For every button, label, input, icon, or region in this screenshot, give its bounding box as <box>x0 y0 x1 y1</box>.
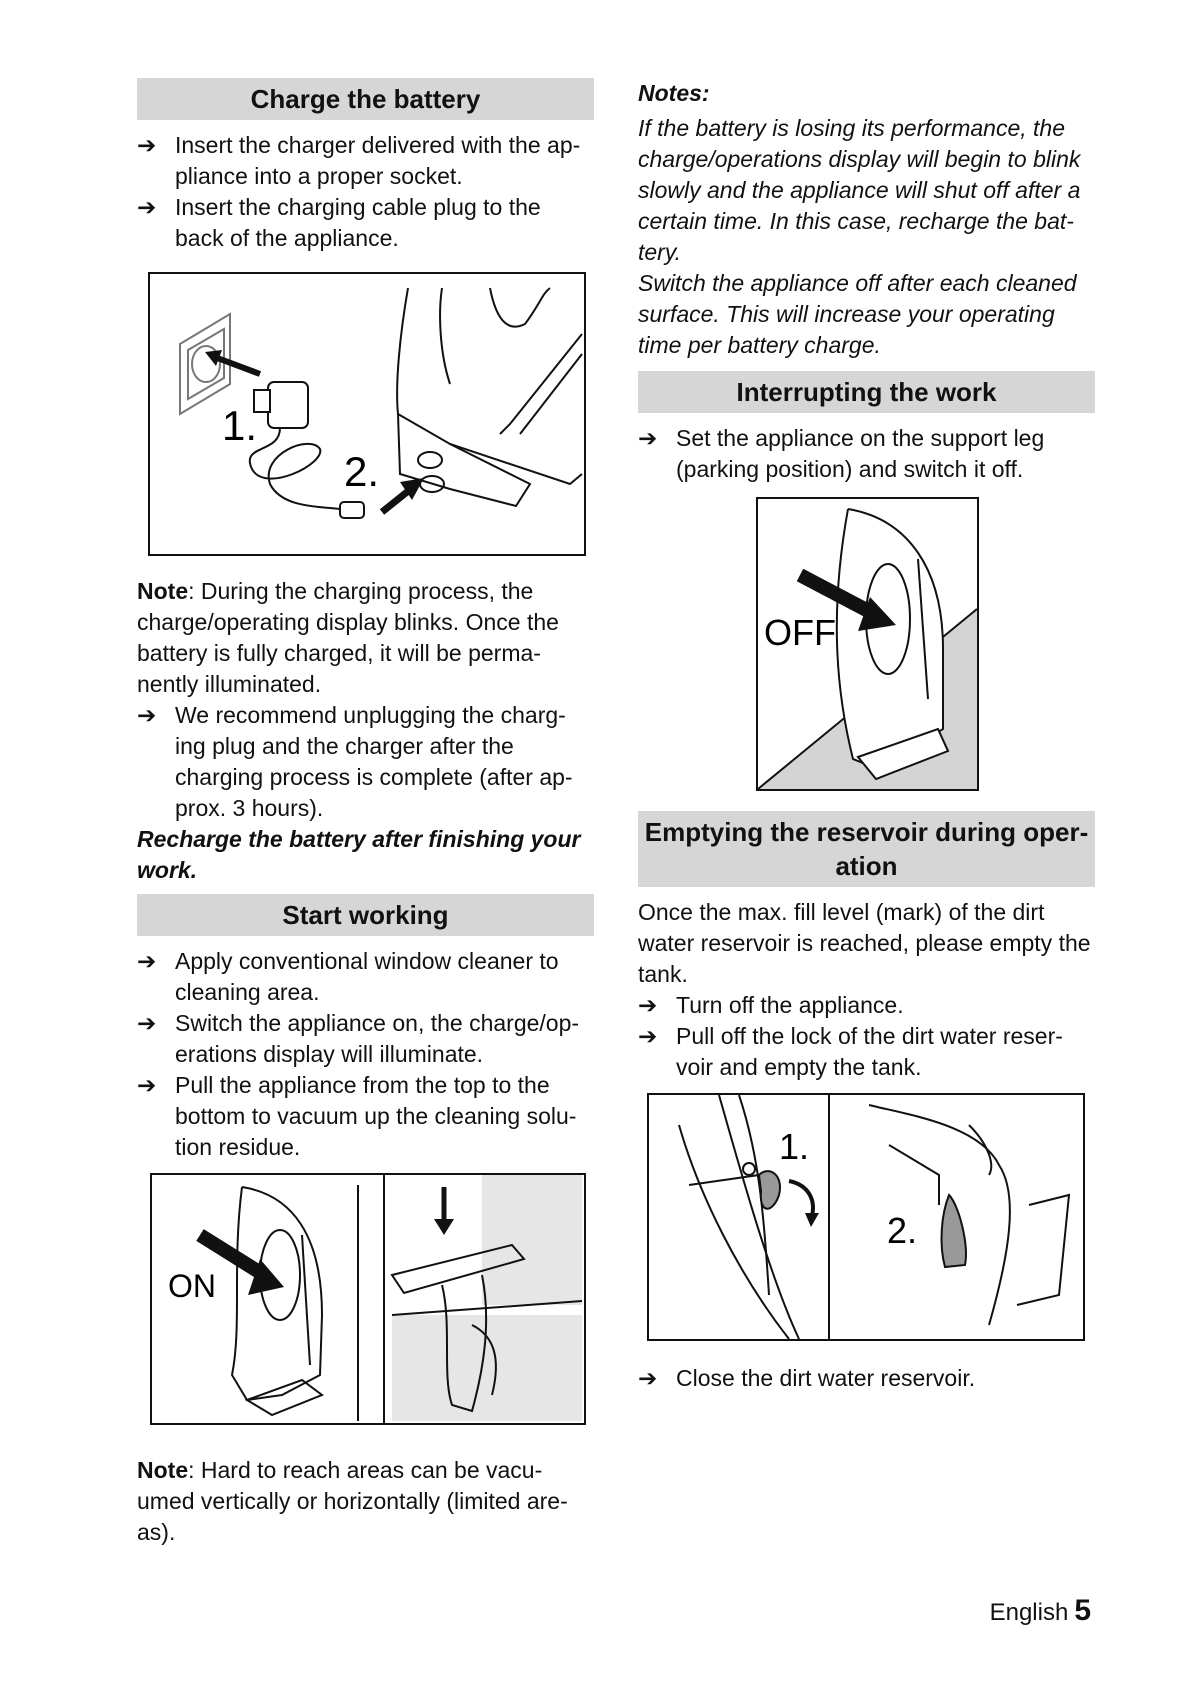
page-footer <box>990 1594 1091 1628</box>
left-column <box>137 78 594 1548</box>
arrow-bullet-icon: ➔ <box>137 194 157 220</box>
notes-title: Notes: <box>638 80 710 106</box>
arrow-bullet-icon: ➔ <box>137 948 157 974</box>
arrow-bullet-icon: ➔ <box>137 1072 157 1098</box>
list-item: ➔ Pull off the lock of the dirt water reser-voir and empty the tank. <box>638 1023 1063 1080</box>
arrow-bullet-icon: ➔ <box>137 1010 157 1036</box>
notes-text-switch-off: Switch the appliance off after each cleaned surface. This will increase your operating time per battery charge. <box>638 270 1077 358</box>
note-charging: Note: During the charging process, the charge/operating display blinks. Once the battery is fully charged, it will be perma-nently illuminated. <box>137 578 559 697</box>
heading-interrupting-work: Interrupting the work <box>638 371 1095 413</box>
list-item: ➔ Apply conventional window cleaner to cleaning area. <box>137 948 559 1005</box>
emptying-intro: Once the max. fill level (mark) of the dirt water reservoir is reached, please empty the tank. <box>638 899 1091 987</box>
emptying-figure <box>647 1093 1085 1341</box>
list-item: ➔ Turn off the appliance. <box>638 990 1095 1021</box>
step-2-label: 2. <box>887 1210 918 1251</box>
page-number: 5 <box>1074 1594 1091 1627</box>
heading-charge-battery: Charge the battery <box>137 78 594 120</box>
charging-figure <box>148 272 586 556</box>
start-working-figure <box>150 1173 586 1425</box>
arrow-bullet-icon: ➔ <box>638 425 658 451</box>
heading-start-working: Start working <box>137 894 594 936</box>
list-item: ➔ Close the dirt water reservoir. <box>638 1363 1095 1394</box>
arrow-bullet-icon: ➔ <box>137 132 157 158</box>
list-item: ➔ Insert the charging cable plug to the back of the appliance. <box>137 194 541 251</box>
list-item: ➔ Pull the appliance from the top to the bottom to vacuum up the cleaning solu-tion residue. <box>137 1072 577 1160</box>
list-item: ➔ Switch the appliance on, the charge/op-erations display will illuminate. <box>137 1010 580 1067</box>
arrow-bullet-icon: ➔ <box>638 1023 658 1049</box>
footer-language: English <box>989 1599 1069 1626</box>
list-item: ➔ We recommend unplugging the charg-ing plug and the charger after the charging process is complete (after ap-prox. 3 hours). <box>137 702 573 821</box>
step-1-label: 1. <box>779 1126 810 1167</box>
arrow-bullet-icon: ➔ <box>638 1365 658 1391</box>
step-1-label: 1. <box>222 402 258 449</box>
step-2-label: 2. <box>344 448 380 495</box>
list-item: ➔ Insert the charger delivered with the ap-pliance into a proper socket. <box>137 132 581 189</box>
notes-text-battery: If the battery is losing its performance, the charge/operations display will begin to blink slowly and the appliance will shut off after a certain time. In this case, recharge the bat-tery. <box>638 115 1081 265</box>
list-item: ➔ Set the appliance on the support leg (parking position) and switch it off. <box>638 425 1045 482</box>
arrow-bullet-icon: ➔ <box>137 702 157 728</box>
switch-off-figure <box>756 497 979 791</box>
heading-emptying-reservoir: Emptying the reservoir during oper-ation <box>638 811 1095 887</box>
off-label: OFF <box>764 612 836 653</box>
note-hard-to-reach: Note: Hard to reach areas can be vacu-umed vertically or horizontally (limited are-as). <box>137 1457 568 1545</box>
right-column <box>638 78 1095 1394</box>
recharge-warning: Recharge the battery after finishing your work. <box>137 826 581 883</box>
arrow-bullet-icon: ➔ <box>638 992 658 1018</box>
on-label: ON <box>168 1268 216 1304</box>
